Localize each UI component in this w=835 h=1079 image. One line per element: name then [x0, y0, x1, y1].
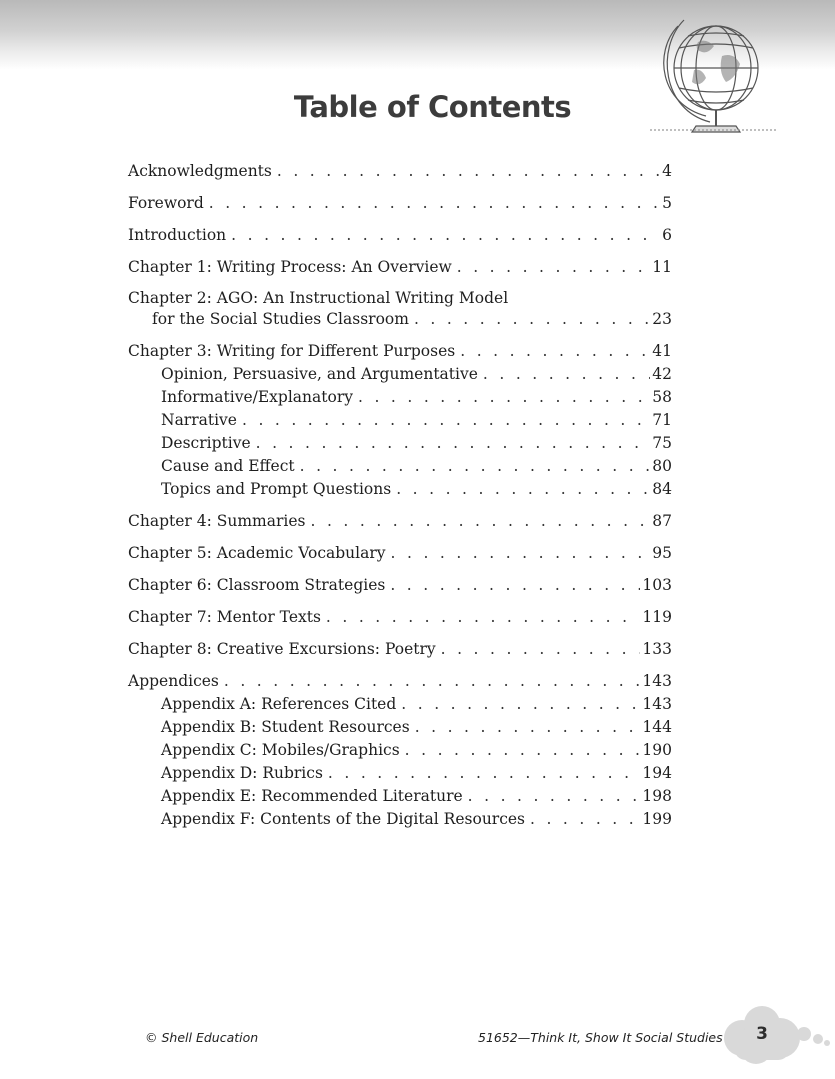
page-number: 23 [652, 310, 672, 328]
dot-leader [358, 386, 650, 409]
dot-leader [396, 478, 650, 501]
toc-subentry[interactable]: Cause and Effect . . . 80 [128, 455, 672, 478]
toc-entry-chapter-3[interactable]: Chapter 3: Writing for Different Purposes . . . 41 [128, 340, 672, 363]
page-number: 133 [642, 640, 672, 658]
page-number: 103 [642, 576, 672, 594]
toc-subentry[interactable]: Narrative . . . 71 [128, 409, 672, 432]
page-number: 143 [642, 695, 672, 713]
dot-leader [277, 160, 660, 183]
page-number: 143 [642, 672, 672, 690]
footer-book-title: 51652—Think It, Show It Social Studies [478, 1030, 723, 1045]
footer-publisher: © Shell Education [145, 1030, 259, 1045]
page-number: 5 [662, 194, 672, 212]
toc-subentry[interactable]: Appendix A: References Cited . . . 143 [128, 693, 672, 716]
page-number: 199 [642, 810, 672, 828]
dot-leader [483, 363, 650, 386]
page-number: 42 [652, 365, 672, 383]
toc-entry-chapter-8[interactable]: Chapter 8: Creative Excursions: Poetry . . . 133 [128, 638, 672, 661]
dot-leader [326, 606, 640, 629]
dot-leader [224, 670, 641, 693]
toc-entry-chapter-4[interactable]: Chapter 4: Summaries . . . 87 [128, 510, 672, 533]
toc-subentry[interactable]: Descriptive . . . 75 [128, 432, 672, 455]
toc-entry-acknowledgments[interactable]: Acknowledgments . . . 4 [128, 160, 672, 183]
dot-leader [414, 308, 650, 331]
dot-leader [441, 638, 641, 661]
page-number: 87 [652, 512, 672, 530]
toc-subentry[interactable]: Appendix C: Mobiles/Graphics . . . 190 [128, 739, 672, 762]
toc-subentry[interactable]: Appendix F: Contents of the Digital Resources . . . 199 [128, 808, 672, 831]
toc-subentry[interactable]: Informative/Explanatory . . . 58 [128, 386, 672, 409]
dot-leader [328, 762, 641, 785]
toc-subentry[interactable]: Topics and Prompt Questions . . . 84 [128, 478, 672, 501]
dot-leader [242, 409, 650, 432]
page-number: 6 [662, 226, 672, 244]
dot-leader [457, 256, 651, 279]
page-number: 95 [652, 544, 672, 562]
toc-title-line-1: Chapter 2: AGO: An Instructional Writing Model [128, 289, 509, 307]
toc-entry-chapter-7[interactable]: Chapter 7: Mentor Texts . . . 119 [128, 606, 672, 629]
toc-subentry[interactable]: Appendix D: Rubrics . . . 194 [128, 762, 672, 785]
toc-entry-foreword[interactable]: Foreword . . . 5 [128, 192, 672, 215]
toc-subentry[interactable]: Opinion, Persuasive, and Argumentative . . . 42 [128, 363, 672, 386]
dot-leader [256, 432, 651, 455]
page-number-badge: 3 [756, 1024, 768, 1044]
page-number: 11 [652, 258, 672, 276]
page-number: 75 [652, 434, 672, 452]
page-number: 194 [642, 764, 672, 782]
toc-subentry[interactable]: Appendix E: Recommended Literature . . . 198 [128, 785, 672, 808]
toc-title-line-2: for the Social Studies Classroom [152, 310, 409, 328]
toc-entry-chapter-5[interactable]: Chapter 5: Academic Vocabulary . . . 95 [128, 542, 672, 565]
page-number: 58 [652, 388, 672, 406]
dot-leader [460, 340, 650, 363]
cloud-page-badge-icon [720, 1004, 832, 1066]
page-number: 144 [642, 718, 672, 736]
toc-entry-appendices[interactable]: Appendices . . . 143 [128, 670, 672, 693]
page-number: 190 [642, 741, 672, 759]
dot-leader [209, 192, 660, 215]
toc-entry-chapter-2[interactable] [128, 288, 672, 331]
dot-leader [530, 808, 640, 831]
dot-leader [401, 693, 640, 716]
page-number: 4 [662, 162, 672, 180]
dot-leader [415, 716, 641, 739]
table-of-contents [128, 160, 672, 831]
toc-subentry[interactable]: Appendix B: Student Resources . . . 144 [128, 716, 672, 739]
page-number: 198 [642, 787, 672, 805]
toc-entry-chapter-6[interactable]: Chapter 6: Classroom Strategies . . . 103 [128, 574, 672, 597]
page-number: 41 [652, 342, 672, 360]
dot-leader [231, 224, 660, 247]
dot-leader [311, 510, 651, 533]
page-number: 119 [642, 608, 672, 626]
dot-leader [390, 574, 640, 597]
toc-entry-chapter-1[interactable]: Chapter 1: Writing Process: An Overview . . . 11 [128, 256, 672, 279]
toc-entry-introduction[interactable]: Introduction . . . 6 [128, 224, 672, 247]
dot-leader [391, 542, 651, 565]
page-number: 80 [652, 457, 672, 475]
dot-leader [300, 455, 651, 478]
page-title: Table of Contents [293, 90, 572, 124]
dot-leader [468, 785, 641, 808]
page-number: 84 [652, 480, 672, 498]
page-number: 71 [652, 411, 672, 429]
dot-leader [405, 739, 641, 762]
